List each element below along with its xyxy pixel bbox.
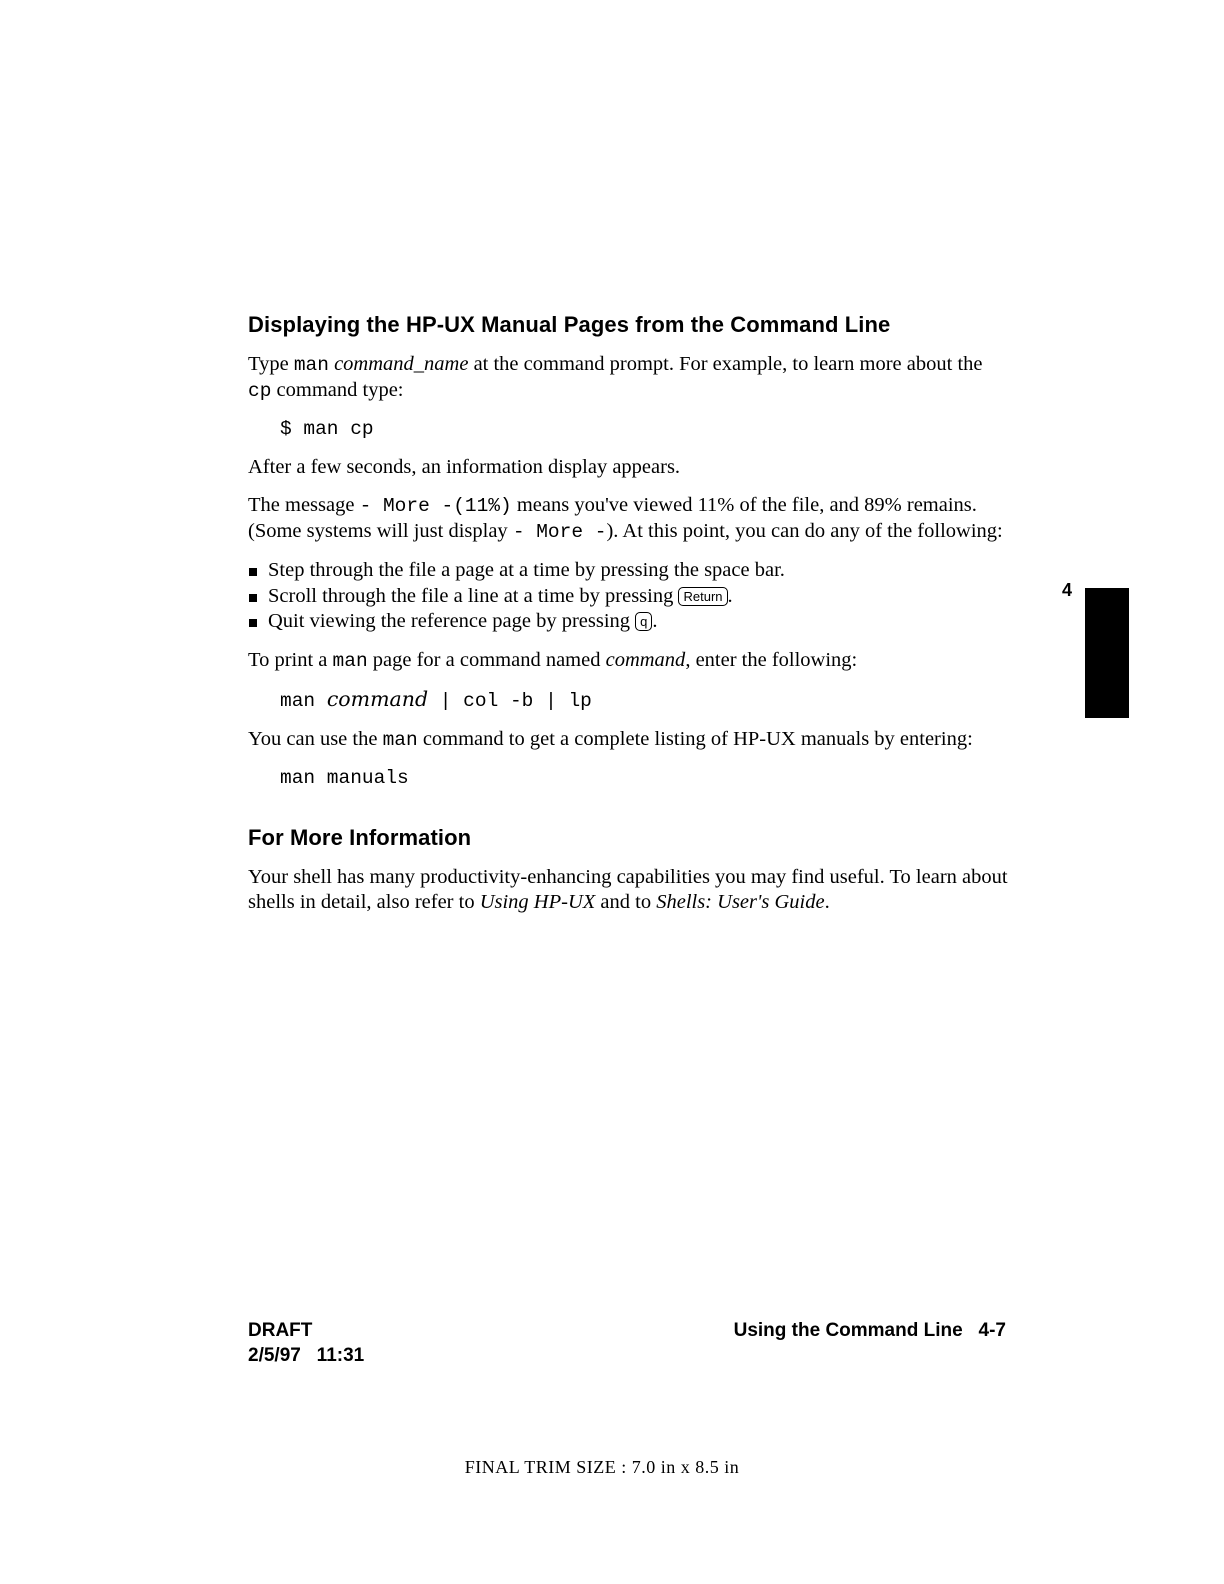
text-span: . [727, 584, 733, 607]
draft-time: 11:31 [316, 1345, 365, 1366]
q-key-icon: q [635, 612, 652, 631]
code-span: cp [248, 380, 272, 402]
text-span: and to [595, 890, 657, 913]
chapter-tab-marker [1085, 588, 1129, 718]
paragraph-more-message [248, 493, 1008, 545]
italic-span: Shells: User's Guide [656, 890, 825, 913]
text-span: ). At this point, you can do any of the following: [606, 520, 1003, 542]
code-span: - More - [512, 521, 607, 543]
command-example-print [280, 687, 1008, 714]
trim-size-note: FINAL TRIM SIZE : 7.0 in x 8.5 in [464, 1457, 740, 1477]
bullet-square-icon [249, 568, 257, 576]
text-span: . [652, 610, 658, 632]
text-span: To print a [248, 648, 333, 671]
bullet-square-icon [249, 619, 257, 627]
text-span: means you've viewed 11% of the file, and 89% remains. (Some systems will just display [248, 494, 977, 542]
code-span: | col -b | lp [428, 689, 592, 712]
return-key-icon: Return [678, 587, 727, 606]
section-heading-manual-pages: Displaying the HP-UX Manual Pages from the Command Line [248, 312, 891, 337]
text-span: at the command prompt. For example, to learn more about the [468, 353, 983, 375]
draft-label: DRAFT [248, 1320, 313, 1341]
paragraph-type-man [248, 352, 1008, 404]
draft-timestamp [248, 1343, 364, 1368]
bullet-square-icon [249, 594, 257, 602]
footer-running-title [700, 1318, 1006, 1343]
list-item-text: Step through the file a page at a time by pressing the space bar. [268, 559, 785, 581]
text-span: The message [248, 494, 360, 516]
italic-span: Using HP-UX [479, 890, 596, 913]
italic-span: command [326, 686, 429, 711]
chapter-tab-number: 4 [1062, 580, 1073, 600]
text-span: command to get a complete listing of HP-UX manuals by entering: [417, 727, 973, 750]
text-span: Type [248, 353, 294, 375]
section-heading-more-information: For More Information [248, 824, 472, 850]
paragraph-after-seconds: After a few seconds, an information display appears. [248, 456, 681, 478]
text-span: , enter the following: [685, 648, 858, 671]
list-item [248, 584, 1008, 610]
list-item-text: Scroll through the file a line at a time by pressing [268, 584, 679, 607]
draft-date: 2/5/97 [248, 1345, 301, 1366]
chapter-title: Using the Command Line [733, 1320, 963, 1341]
italic-span: command_name [334, 353, 469, 375]
text-span: page for a command named [367, 648, 606, 671]
list-item-text: Quit viewing the reference page by pressing [268, 610, 636, 632]
footer-draft-info [248, 1318, 364, 1368]
text-span: You can use the [248, 727, 383, 750]
italic-span: command [605, 648, 686, 671]
text-span: . [824, 890, 830, 913]
options-list [248, 558, 1008, 635]
code-span: man [382, 728, 418, 751]
text-span: command type: [271, 379, 404, 401]
page-number: 4-7 [978, 1320, 1006, 1341]
code-span: man [332, 649, 368, 672]
paragraph-manuals-listing [248, 727, 1008, 753]
code-span: - More -(11%) [359, 495, 512, 517]
main-content [248, 312, 1008, 928]
command-example-man-manuals: man manuals [280, 766, 409, 789]
paragraph-more-information [248, 865, 1008, 915]
command-example-man-cp: $ man cp [280, 418, 374, 440]
list-item [248, 609, 1008, 635]
code-span: man [280, 689, 327, 712]
list-item [248, 558, 1008, 584]
text-span: Your shell has many productivity-enhancing capabilities you may find useful. To learn about shells in detail, also refer to [248, 865, 1008, 913]
code-span: man [293, 354, 329, 376]
paragraph-print-man-page [248, 648, 1008, 674]
